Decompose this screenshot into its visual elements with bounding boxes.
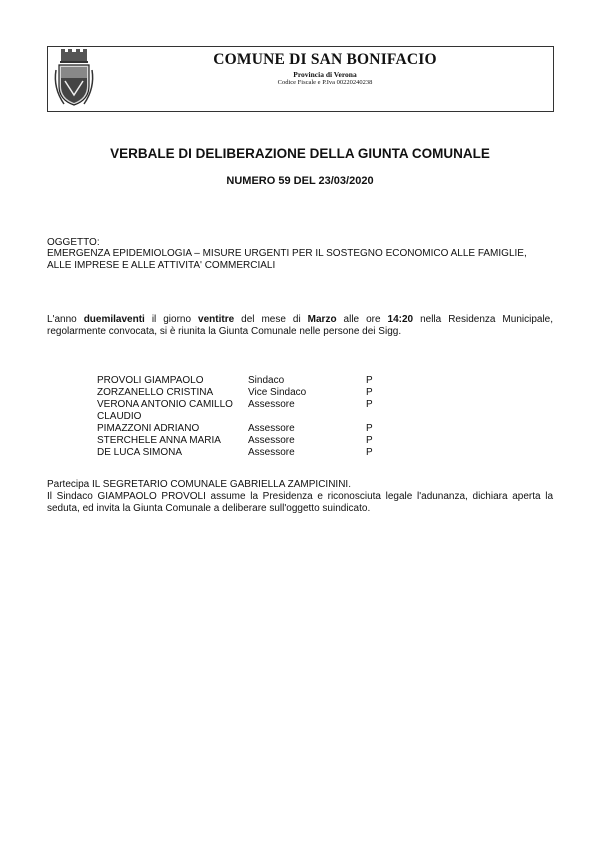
closing-line-2: seduta, ed invita la Giunta Comunale a deliberare sull'oggetto suindicato.: [47, 503, 371, 514]
intro-text: nella Residenza Municipale,: [413, 314, 554, 325]
member-presence: P: [366, 423, 373, 434]
closing-line-1: Il Sindaco GIAMPAOLO PROVOLI assume la Presidenza e riconosciuta legale l'adunanza, dichiara aperta la: [47, 491, 553, 502]
member-presence: P: [366, 435, 373, 446]
municipal-crest-logo: [52, 48, 96, 108]
province-label: Provincia di Verona: [293, 70, 357, 79]
fiscal-code: Codice Fiscale e P.Iva 00220240238: [277, 79, 373, 86]
member-presence: P: [366, 375, 373, 386]
member-name-continuation: CLAUDIO: [97, 411, 142, 422]
intro-month: Marzo: [307, 314, 337, 325]
member-role: Vice Sindaco: [248, 387, 307, 398]
intro-text: L'anno: [47, 314, 84, 325]
municipality-title: COMUNE DI SAN BONIFACIO: [213, 51, 437, 68]
member-presence: P: [366, 387, 373, 398]
intro-text: del mese di: [234, 314, 308, 325]
member-presence: P: [366, 399, 373, 410]
intro-line-2: regolarmente convocata, si è riunita la Giunta Comunale nelle persone dei Sigg.: [47, 326, 402, 337]
member-role: Sindaco: [248, 375, 285, 386]
subject-label: OGGETTO:: [47, 237, 100, 248]
intro-text: alle ore: [336, 314, 388, 325]
intro-year: duemilaventi: [83, 314, 145, 325]
member-role: Assessore: [248, 423, 295, 434]
intro-day: ventitre: [198, 314, 235, 325]
member-name: ZORZANELLO CRISTINA: [97, 387, 214, 398]
subject-line-1: EMERGENZA EPIDEMIOLOGIA – MISURE URGENTI PER IL SOSTEGNO ECONOMICO ALLE FAMIGLIE,: [47, 248, 527, 259]
member-presence: P: [366, 447, 373, 458]
member-name: STERCHELE ANNA MARIA: [97, 435, 221, 446]
intro-line-1: [47, 314, 553, 327]
member-name: PROVOLI GIAMPAOLO: [97, 375, 204, 386]
member-role: Assessore: [248, 447, 295, 458]
member-role: Assessore: [248, 399, 295, 410]
intro-text: il giorno: [144, 314, 199, 325]
member-role: Assessore: [248, 435, 295, 446]
document-title: VERBALE DI DELIBERAZIONE DELLA GIUNTA COMUNALE: [110, 146, 490, 161]
member-name: VERONA ANTONIO CAMILLO: [97, 399, 233, 410]
document-number: NUMERO 59 DEL 23/03/2020: [226, 175, 374, 187]
secretary-line: Partecipa IL SEGRETARIO COMUNALE GABRIELLA ZAMPICININI.: [47, 479, 351, 490]
intro-time: 14:20: [387, 314, 414, 325]
member-name: DE LUCA SIMONA: [97, 447, 183, 458]
subject-line-2: ALLE IMPRESE E ALLE ATTIVITA' COMMERCIALI: [47, 260, 276, 271]
member-name: PIMAZZONI ADRIANO: [97, 423, 200, 434]
